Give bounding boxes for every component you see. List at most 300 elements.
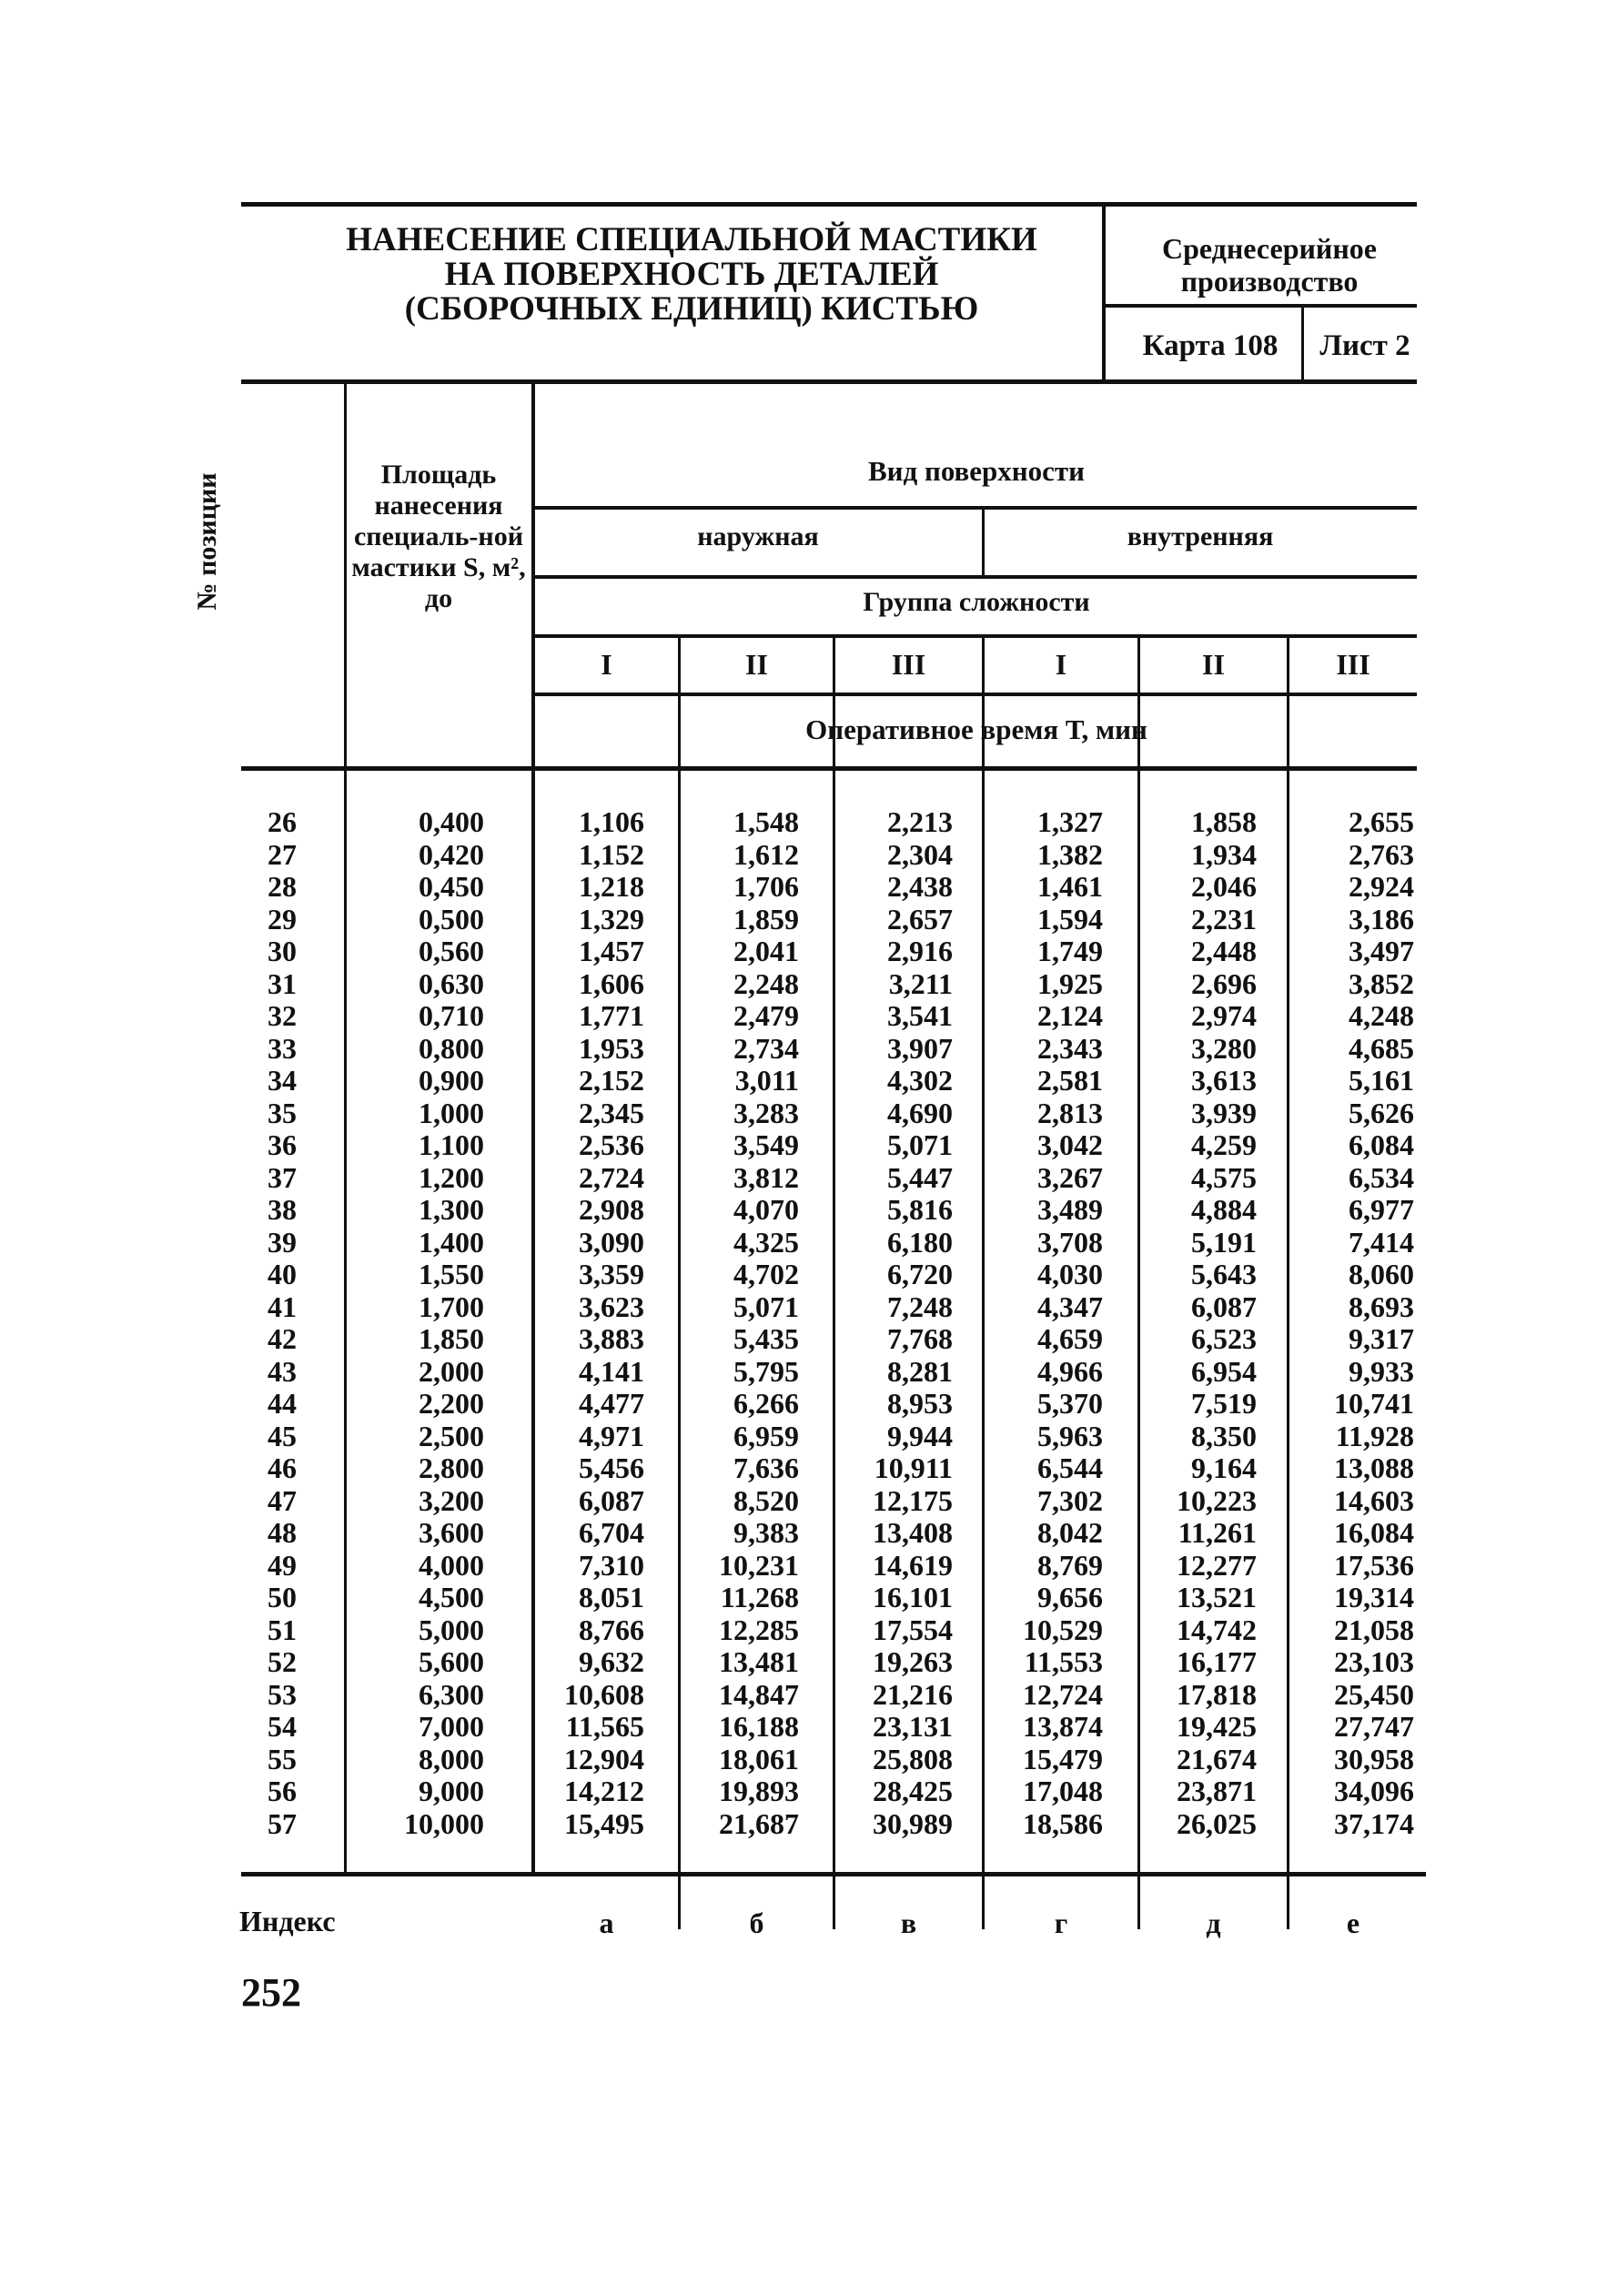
time-cell: 6,084 xyxy=(1349,1128,1414,1161)
time-cell: 25,450 xyxy=(1334,1677,1414,1711)
area-cell: 7,000 xyxy=(419,1710,484,1743)
time-cell: 11,553 xyxy=(1024,1645,1103,1678)
time-cell: 6,720 xyxy=(887,1258,953,1290)
time-cell: 6,087 xyxy=(1191,1290,1257,1323)
index-v: в xyxy=(900,1907,917,1939)
time-cell: 1,106 xyxy=(579,805,644,838)
time-cell: 21,216 xyxy=(873,1677,953,1711)
time-cell: 5,370 xyxy=(1037,1387,1103,1420)
time-cell: 1,329 xyxy=(579,902,644,936)
time-cell: 2,231 xyxy=(1191,902,1257,936)
time-cell: 4,259 xyxy=(1191,1128,1257,1161)
area-cell: 0,560 xyxy=(419,935,484,967)
time-cell: 4,347 xyxy=(1037,1290,1103,1323)
time-cell: 1,934 xyxy=(1191,837,1257,871)
area-cell: 0,450 xyxy=(419,870,484,903)
table-row xyxy=(0,1129,1597,1162)
time-cell: 14,212 xyxy=(564,1775,644,1807)
time-cell: 6,544 xyxy=(1037,1451,1103,1484)
time-cell: 1,327 xyxy=(1037,805,1103,838)
time-cell: 2,304 xyxy=(887,837,953,871)
title-line-1: НАНЕСЕНИЕ СПЕЦИАЛЬНОЙ МАСТИКИ xyxy=(346,221,1037,258)
time-cell: 17,818 xyxy=(1177,1677,1257,1711)
time-cell: 3,280 xyxy=(1191,1031,1257,1065)
position-cell: 29 xyxy=(268,902,297,936)
time-cell: 19,425 xyxy=(1177,1710,1257,1743)
outer-inner-rule xyxy=(533,575,1417,579)
time-cell: 4,030 xyxy=(1037,1258,1103,1290)
roman-rule xyxy=(533,693,1417,696)
position-cell: 34 xyxy=(268,1064,297,1097)
header-top-rule xyxy=(241,202,1417,207)
time-cell: 26,025 xyxy=(1177,1806,1257,1840)
time-cell: 21,674 xyxy=(1177,1742,1257,1775)
time-cell: 2,974 xyxy=(1191,999,1257,1032)
group-label-5: II xyxy=(1202,648,1225,681)
table-row xyxy=(0,1033,1597,1066)
time-cell: 8,051 xyxy=(579,1581,644,1613)
time-cell: 11,268 xyxy=(720,1581,799,1613)
time-cell: 5,643 xyxy=(1191,1258,1257,1290)
area-cell: 0,710 xyxy=(419,999,484,1032)
time-cell: 3,283 xyxy=(733,1096,799,1129)
area-cell: 9,000 xyxy=(419,1775,484,1807)
operative-time-header: Оперативное время Т, мин xyxy=(805,713,1147,745)
position-cell: 47 xyxy=(268,1483,297,1517)
time-cell: 11,928 xyxy=(1335,1419,1414,1452)
table-row xyxy=(0,1259,1597,1291)
time-cell: 3,011 xyxy=(734,1064,799,1097)
position-cell: 35 xyxy=(268,1096,297,1129)
time-cell: 34,096 xyxy=(1334,1775,1414,1807)
position-cell: 53 xyxy=(268,1677,297,1711)
time-cell: 19,314 xyxy=(1334,1581,1414,1613)
time-cell: 28,425 xyxy=(873,1775,953,1807)
area-cell: 5,000 xyxy=(419,1613,484,1646)
time-cell: 5,795 xyxy=(733,1354,799,1388)
time-cell: 2,813 xyxy=(1037,1096,1103,1129)
time-cell: 4,070 xyxy=(733,1193,799,1226)
position-cell: 26 xyxy=(268,805,297,838)
time-cell: 1,606 xyxy=(579,966,644,1000)
time-cell: 19,263 xyxy=(873,1645,953,1678)
position-column-header: № позиции xyxy=(192,472,222,611)
time-cell: 9,164 xyxy=(1191,1451,1257,1484)
time-cell: 8,953 xyxy=(887,1387,953,1420)
time-cell: 27,747 xyxy=(1334,1710,1414,1743)
table-row xyxy=(0,1550,1597,1583)
time-cell: 5,816 xyxy=(887,1193,953,1226)
time-cell: 30,958 xyxy=(1334,1742,1414,1775)
table-row xyxy=(0,1452,1597,1485)
time-cell: 6,959 xyxy=(733,1419,799,1452)
time-cell: 14,603 xyxy=(1334,1483,1414,1517)
time-cell: 3,708 xyxy=(1037,1225,1103,1259)
time-cell: 1,457 xyxy=(579,935,644,967)
time-cell: 5,435 xyxy=(733,1322,799,1355)
position-cell: 39 xyxy=(268,1225,297,1259)
time-cell: 7,636 xyxy=(733,1451,799,1484)
table-body xyxy=(0,806,1597,1840)
time-cell: 10,529 xyxy=(1023,1613,1103,1646)
time-cell: 13,521 xyxy=(1177,1581,1257,1613)
time-cell: 2,213 xyxy=(887,805,953,838)
time-cell: 4,685 xyxy=(1349,1031,1414,1065)
time-cell: 1,218 xyxy=(579,870,644,903)
index-a: а xyxy=(599,1907,614,1939)
table-row xyxy=(0,806,1597,839)
time-cell: 2,479 xyxy=(733,999,799,1032)
time-cell: 10,223 xyxy=(1177,1483,1257,1517)
time-cell: 4,690 xyxy=(887,1096,953,1129)
area-cell: 0,500 xyxy=(419,902,484,936)
time-cell: 23,871 xyxy=(1177,1775,1257,1807)
time-cell: 8,520 xyxy=(733,1483,799,1517)
area-cell: 2,500 xyxy=(419,1419,484,1452)
area-cell: 8,000 xyxy=(419,1742,484,1775)
time-cell: 8,693 xyxy=(1349,1290,1414,1323)
area-cell: 0,400 xyxy=(419,805,484,838)
area-column-header: Площадь нанесения специаль-ной мастики S, м², до xyxy=(351,460,526,613)
time-cell: 5,963 xyxy=(1037,1419,1103,1452)
table-header-bottom-rule xyxy=(241,766,1417,771)
time-cell: 17,536 xyxy=(1334,1548,1414,1582)
time-cell: 2,908 xyxy=(579,1193,644,1226)
time-cell: 12,175 xyxy=(873,1483,953,1517)
time-cell: 1,925 xyxy=(1037,966,1103,1000)
time-cell: 2,724 xyxy=(579,1160,644,1194)
time-cell: 17,554 xyxy=(873,1613,953,1646)
time-cell: 6,266 xyxy=(733,1387,799,1420)
time-cell: 8,769 xyxy=(1037,1548,1103,1582)
time-cell: 8,350 xyxy=(1191,1419,1257,1452)
time-cell: 2,581 xyxy=(1037,1064,1103,1097)
position-cell: 49 xyxy=(268,1548,297,1582)
time-cell: 6,087 xyxy=(579,1483,644,1517)
time-cell: 11,565 xyxy=(565,1710,644,1743)
time-cell: 10,741 xyxy=(1334,1387,1414,1420)
area-cell: 3,600 xyxy=(419,1516,484,1549)
time-cell: 12,724 xyxy=(1023,1677,1103,1711)
area-cell: 0,800 xyxy=(419,1031,484,1065)
title-line-2: НА ПОВЕРХНОСТЬ ДЕТАЛЕЙ xyxy=(444,256,939,293)
group-rule xyxy=(533,634,1417,638)
index-d: д xyxy=(1206,1907,1221,1939)
table-row xyxy=(0,1614,1597,1647)
time-cell: 3,541 xyxy=(887,999,953,1032)
time-cell: 2,438 xyxy=(887,870,953,903)
table-row xyxy=(0,1194,1597,1227)
area-cell: 1,850 xyxy=(419,1322,484,1355)
time-cell: 4,141 xyxy=(579,1354,644,1388)
time-cell: 4,248 xyxy=(1349,999,1414,1032)
time-cell: 3,489 xyxy=(1037,1193,1103,1226)
area-cell: 1,200 xyxy=(419,1160,484,1194)
time-cell: 3,883 xyxy=(579,1322,644,1355)
table-row xyxy=(0,936,1597,968)
time-cell: 5,456 xyxy=(579,1451,644,1484)
time-cell: 3,042 xyxy=(1037,1128,1103,1161)
sheet-number: Лист 2 xyxy=(1319,329,1410,362)
table-row xyxy=(0,1679,1597,1712)
table-row xyxy=(0,968,1597,1001)
time-cell: 2,345 xyxy=(579,1096,644,1129)
time-cell: 8,060 xyxy=(1349,1258,1414,1290)
time-cell: 4,966 xyxy=(1037,1354,1103,1388)
time-cell: 9,656 xyxy=(1037,1581,1103,1613)
time-cell: 9,933 xyxy=(1349,1354,1414,1388)
time-cell: 4,325 xyxy=(733,1225,799,1259)
time-cell: 16,084 xyxy=(1334,1516,1414,1549)
time-cell: 1,152 xyxy=(579,837,644,871)
time-cell: 6,180 xyxy=(887,1225,953,1259)
time-cell: 9,944 xyxy=(887,1419,953,1452)
time-cell: 4,477 xyxy=(579,1387,644,1420)
time-cell: 16,188 xyxy=(719,1710,799,1743)
time-cell: 2,536 xyxy=(579,1128,644,1161)
area-cell: 4,000 xyxy=(419,1548,484,1582)
table-row xyxy=(0,1323,1597,1356)
time-cell: 7,519 xyxy=(1191,1387,1257,1420)
index-b: б xyxy=(749,1907,764,1939)
time-cell: 21,058 xyxy=(1334,1613,1414,1646)
table-row xyxy=(0,839,1597,872)
index-e: е xyxy=(1346,1907,1360,1939)
position-cell: 37 xyxy=(268,1160,297,1194)
time-cell: 1,858 xyxy=(1191,805,1257,838)
table-row xyxy=(0,1097,1597,1130)
area-cell: 2,200 xyxy=(419,1387,484,1420)
table-row xyxy=(0,1227,1597,1259)
time-cell: 13,874 xyxy=(1023,1710,1103,1743)
area-cell: 1,400 xyxy=(419,1225,484,1259)
area-cell: 3,200 xyxy=(419,1483,484,1517)
time-cell: 23,131 xyxy=(873,1710,953,1743)
table-row xyxy=(0,1356,1597,1389)
time-cell: 1,859 xyxy=(733,902,799,936)
time-cell: 6,704 xyxy=(579,1516,644,1549)
time-cell: 11,261 xyxy=(1178,1516,1257,1549)
time-cell: 1,594 xyxy=(1037,902,1103,936)
position-cell: 31 xyxy=(268,966,297,1000)
position-cell: 32 xyxy=(268,999,297,1032)
index-g: г xyxy=(1054,1907,1068,1939)
table-row xyxy=(0,1421,1597,1453)
time-cell: 15,479 xyxy=(1023,1742,1103,1775)
time-cell: 14,742 xyxy=(1177,1613,1257,1646)
time-cell: 2,448 xyxy=(1191,935,1257,967)
position-cell: 27 xyxy=(268,837,297,871)
time-cell: 3,497 xyxy=(1349,935,1414,967)
time-cell: 37,174 xyxy=(1334,1806,1414,1840)
time-cell: 17,048 xyxy=(1023,1775,1103,1807)
group-label-1: I xyxy=(601,648,612,681)
time-cell: 5,071 xyxy=(733,1290,799,1323)
time-cell: 4,302 xyxy=(887,1064,953,1097)
time-cell: 5,161 xyxy=(1349,1064,1414,1097)
time-cell: 3,359 xyxy=(579,1258,644,1290)
time-cell: 3,613 xyxy=(1191,1064,1257,1097)
position-cell: 38 xyxy=(268,1193,297,1226)
position-cell: 33 xyxy=(268,1031,297,1065)
time-cell: 7,248 xyxy=(887,1290,953,1323)
time-cell: 12,285 xyxy=(719,1613,799,1646)
position-cell: 43 xyxy=(268,1354,297,1388)
time-cell: 3,852 xyxy=(1349,966,1414,1000)
time-cell: 3,623 xyxy=(579,1290,644,1323)
time-cell: 8,042 xyxy=(1037,1516,1103,1549)
time-cell: 6,977 xyxy=(1349,1193,1414,1226)
table-row xyxy=(0,1065,1597,1097)
time-cell: 9,317 xyxy=(1349,1322,1414,1355)
time-cell: 2,248 xyxy=(733,966,799,1000)
position-cell: 48 xyxy=(268,1516,297,1549)
time-cell: 5,447 xyxy=(887,1160,953,1194)
time-cell: 3,267 xyxy=(1037,1160,1103,1194)
time-cell: 2,924 xyxy=(1349,870,1414,903)
time-cell: 1,612 xyxy=(733,837,799,871)
area-cell: 1,000 xyxy=(419,1096,484,1129)
complexity-group-header: Группа сложности xyxy=(863,587,1090,617)
area-cell: 5,600 xyxy=(419,1645,484,1678)
time-cell: 1,771 xyxy=(579,999,644,1032)
time-cell: 2,046 xyxy=(1191,870,1257,903)
position-cell: 51 xyxy=(268,1613,297,1646)
position-cell: 30 xyxy=(268,935,297,967)
table-row xyxy=(0,1808,1597,1841)
time-cell: 4,575 xyxy=(1191,1160,1257,1194)
header-right-rule xyxy=(1102,304,1417,308)
time-cell: 8,766 xyxy=(579,1613,644,1646)
time-cell: 9,383 xyxy=(733,1516,799,1549)
title-line-3: (СБОРОЧНЫХ ЕДИНИЦ) КИСТЬЮ xyxy=(404,290,979,328)
time-cell: 14,847 xyxy=(719,1677,799,1711)
table-row xyxy=(0,1291,1597,1324)
inner-surface-header: внутренняя xyxy=(1127,521,1274,551)
table-row xyxy=(0,904,1597,936)
position-cell: 44 xyxy=(268,1387,297,1420)
time-cell: 1,749 xyxy=(1037,935,1103,967)
table-row xyxy=(0,1646,1597,1679)
time-cell: 2,657 xyxy=(887,902,953,936)
header-bottom-rule xyxy=(241,379,1417,384)
time-cell: 18,586 xyxy=(1023,1806,1103,1840)
time-cell: 4,884 xyxy=(1191,1193,1257,1226)
area-cell: 2,800 xyxy=(419,1451,484,1484)
surface-type-header: Вид поверхности xyxy=(867,455,1085,487)
time-cell: 3,090 xyxy=(579,1225,644,1259)
table-row xyxy=(0,1711,1597,1744)
time-cell: 1,382 xyxy=(1037,837,1103,871)
table-row xyxy=(0,1485,1597,1518)
position-cell: 45 xyxy=(268,1419,297,1452)
time-cell: 16,101 xyxy=(873,1581,953,1613)
group-label-6: III xyxy=(1336,648,1370,681)
position-cell: 52 xyxy=(268,1645,297,1678)
area-cell: 1,300 xyxy=(419,1193,484,1226)
time-cell: 5,071 xyxy=(887,1128,953,1161)
time-cell: 3,939 xyxy=(1191,1096,1257,1129)
time-cell: 19,893 xyxy=(719,1775,799,1807)
time-cell: 10,608 xyxy=(564,1677,644,1711)
time-cell: 4,971 xyxy=(579,1419,644,1452)
area-cell: 0,900 xyxy=(419,1064,484,1097)
position-cell: 50 xyxy=(268,1581,297,1613)
time-cell: 3,907 xyxy=(887,1031,953,1065)
time-cell: 7,310 xyxy=(579,1548,644,1582)
production-type: Среднесерийное производство xyxy=(1161,232,1377,298)
time-cell: 3,549 xyxy=(733,1128,799,1161)
time-cell: 16,177 xyxy=(1177,1645,1257,1678)
index-label: Индекс xyxy=(239,1905,336,1937)
area-cell: 1,550 xyxy=(419,1258,484,1290)
document-title xyxy=(300,223,1083,327)
time-cell: 4,702 xyxy=(733,1258,799,1290)
position-cell: 42 xyxy=(268,1322,297,1355)
time-cell: 1,953 xyxy=(579,1031,644,1065)
time-cell: 1,548 xyxy=(733,805,799,838)
position-cell: 28 xyxy=(268,870,297,903)
time-cell: 9,632 xyxy=(579,1645,644,1678)
table-row xyxy=(0,1000,1597,1033)
group-label-2: II xyxy=(745,648,768,681)
area-cell: 0,420 xyxy=(419,837,484,871)
time-cell: 4,659 xyxy=(1037,1322,1103,1355)
area-cell: 1,100 xyxy=(419,1128,484,1161)
time-cell: 3,812 xyxy=(733,1160,799,1194)
time-cell: 2,152 xyxy=(579,1064,644,1097)
group-label-3: III xyxy=(891,648,926,681)
surface-rule xyxy=(533,506,1417,510)
time-cell: 21,687 xyxy=(719,1806,799,1840)
time-cell: 13,481 xyxy=(719,1645,799,1678)
time-cell: 1,461 xyxy=(1037,870,1103,903)
table-row xyxy=(0,1162,1597,1195)
area-cell: 4,500 xyxy=(419,1581,484,1613)
table-row xyxy=(0,1775,1597,1808)
time-cell: 25,808 xyxy=(873,1742,953,1775)
page-number: 252 xyxy=(241,1970,301,2015)
area-cell: 1,700 xyxy=(419,1290,484,1323)
time-cell: 3,211 xyxy=(888,966,953,1000)
time-cell: 14,619 xyxy=(873,1548,953,1582)
time-cell: 1,706 xyxy=(733,870,799,903)
area-cell: 10,000 xyxy=(404,1806,484,1840)
time-cell: 23,103 xyxy=(1334,1645,1414,1678)
time-cell: 6,534 xyxy=(1349,1160,1414,1194)
table-row xyxy=(0,1744,1597,1776)
group-label-4: I xyxy=(1055,648,1067,681)
table-row xyxy=(0,1517,1597,1550)
time-cell: 3,186 xyxy=(1349,902,1414,936)
time-cell: 2,655 xyxy=(1349,805,1414,838)
time-cell: 2,343 xyxy=(1037,1031,1103,1065)
card-number: Карта 108 xyxy=(1142,329,1279,362)
position-cell: 56 xyxy=(268,1775,297,1807)
table-row xyxy=(0,1388,1597,1421)
time-cell: 2,696 xyxy=(1191,966,1257,1000)
time-cell: 15,495 xyxy=(564,1806,644,1840)
time-cell: 7,768 xyxy=(887,1322,953,1355)
time-cell: 5,191 xyxy=(1191,1225,1257,1259)
time-cell: 7,302 xyxy=(1037,1483,1103,1517)
time-cell: 13,408 xyxy=(873,1516,953,1549)
table-row xyxy=(0,1582,1597,1614)
time-cell: 12,904 xyxy=(564,1742,644,1775)
time-cell: 6,954 xyxy=(1191,1354,1257,1388)
position-cell: 41 xyxy=(268,1290,297,1323)
area-cell: 6,300 xyxy=(419,1677,484,1711)
